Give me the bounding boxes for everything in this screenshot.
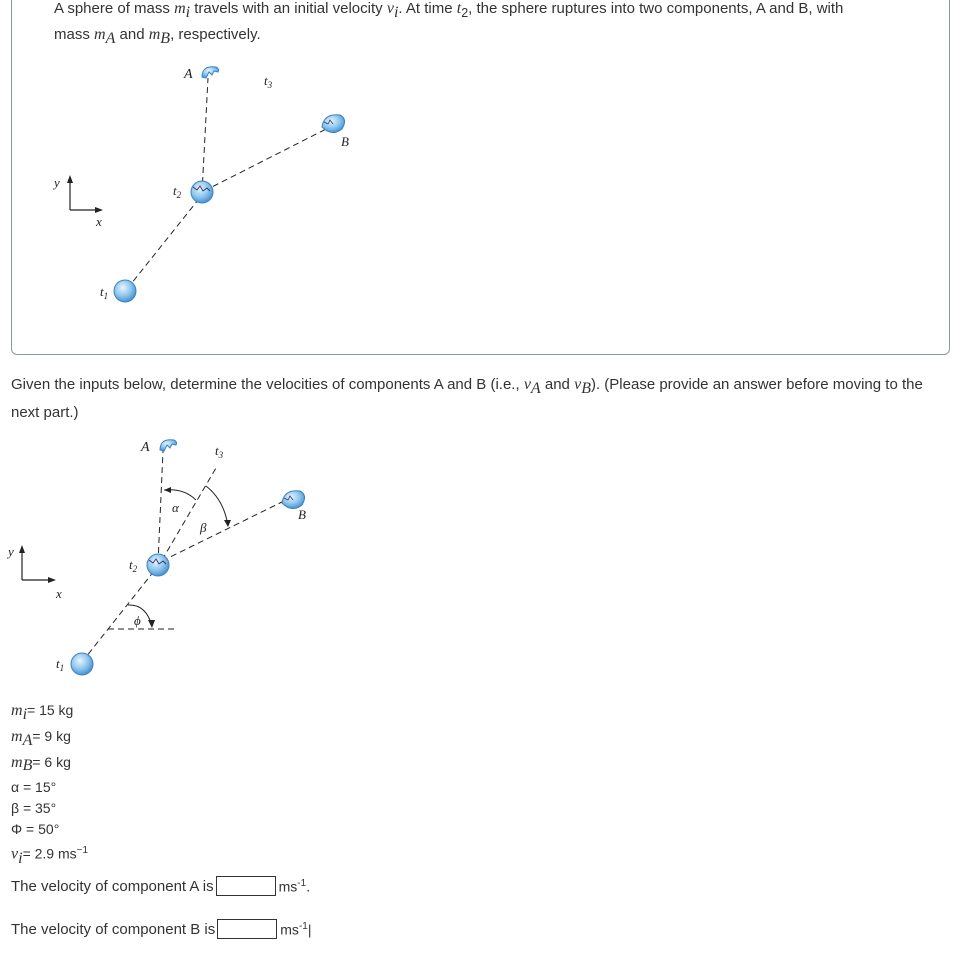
fragment-a-icon-2 (160, 440, 177, 451)
velocity-b-input[interactable] (217, 919, 277, 939)
y-axis-label: y (54, 175, 60, 190)
sphere-t1-icon-2 (71, 653, 93, 675)
label-b-2: B (298, 507, 306, 522)
fragment-b-icon-2 (282, 491, 305, 509)
answer-a-row (11, 876, 310, 896)
label-phi: ϕ (134, 613, 141, 628)
label-alpha: α (172, 500, 179, 515)
axes-icon-2 (19, 545, 56, 583)
answer-a-label: The velocity of component A is (11, 877, 214, 895)
x-axis-label-2: x (56, 586, 62, 601)
label-t1-2: $t_1$ (56, 656, 65, 673)
label-a: A (184, 67, 193, 82)
label-t1: $t_1$ (100, 284, 109, 301)
label-t2-2: $t_2$ (129, 557, 138, 574)
path-b-2 (162, 500, 286, 561)
given-values (11, 700, 88, 870)
x-axis-label: x (96, 214, 102, 229)
given-vi: $v_i= 2.9$ $ms^{-1}$ (11, 845, 89, 867)
label-t3: $t_3$ (264, 73, 273, 90)
answer-a-unit: $ms^{-1}$. (278, 877, 311, 895)
velocity-a-input[interactable] (216, 876, 276, 896)
given-phi: Φ = 50° (11, 821, 60, 838)
given-alpha: α = 15° (11, 779, 57, 796)
answer-b-unit: $ms^{-1}|$ (280, 920, 312, 938)
path-t3-2 (162, 468, 216, 560)
y-axis-label-2: y (8, 544, 14, 559)
given-beta: β = 35° (11, 800, 57, 817)
label-b: B (341, 134, 349, 149)
label-a-2: A (141, 440, 150, 455)
path-a-2 (158, 451, 163, 563)
phi-arrow-icon (148, 620, 155, 628)
problem-intro: A sphere of mass $m_i$ travels with an initial velocity $v_i$. At time $t_2$, the sphere ruptures into two components, A and B, with mass $m_A$ and $m_B$, respectively. (54, 0, 844, 47)
label-beta: β (200, 520, 207, 535)
answer-b-row (11, 919, 311, 939)
given-mi: $m_i= 15$ kg (11, 702, 74, 723)
label-t3-2: $t_3$ (215, 443, 224, 460)
given-ma: $m_A= 9$ kg (11, 727, 71, 749)
label-t2: $t_2$ (173, 183, 182, 200)
sphere-t2-icon-2 (147, 554, 169, 576)
problem-prompt: Given the inputs below, determine the velocities of components A and B (i.e., $v_A$ and $v_B$). (Please provide an answer before moving to the next part.) (11, 376, 923, 421)
given-mb: $m_B= 6$ kg (11, 753, 71, 775)
alpha-arrow-icon (164, 487, 171, 493)
beta-arrow-icon (224, 520, 231, 527)
answer-b-label: The velocity of component B is (11, 920, 216, 938)
